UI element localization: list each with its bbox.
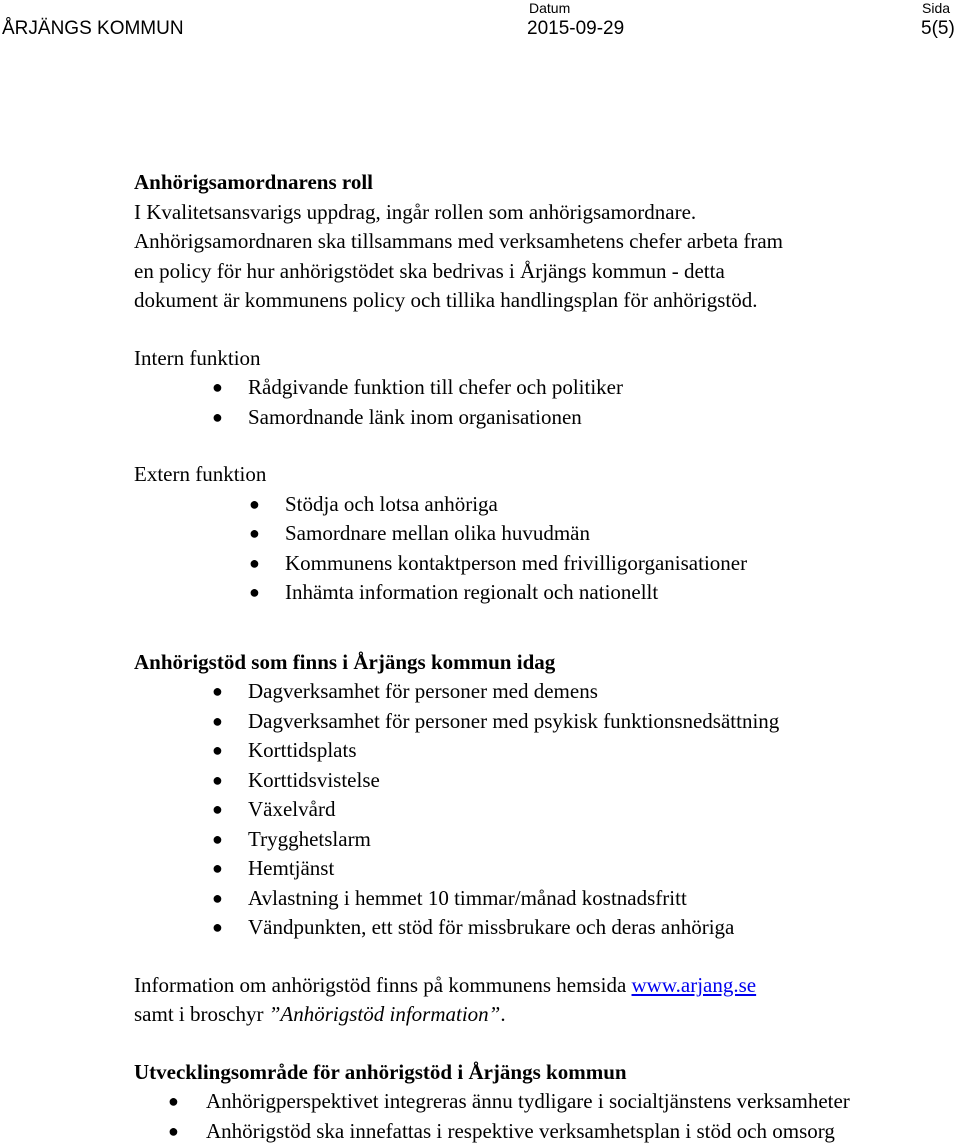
list-item: ● Inhämta information regionalt och nationellt <box>134 578 954 608</box>
list-item: ● Växelvård <box>134 795 954 825</box>
bullet-dot-icon: ● <box>168 1120 179 1141</box>
website-link[interactable]: www.arjang.se <box>631 972 757 997</box>
list-item: ● Anhörigstöd ska innefattas i respektive verksamhetsplan i stöd och omsorg <box>134 1117 954 1146</box>
info-text: Information om anhörigstöd finns på kommunens hemsida <box>134 972 632 997</box>
role-heading: Anhörigsamordnarens roll <box>134 170 373 194</box>
list-item: ● Hemtjänst <box>134 854 954 884</box>
bullet-dot-icon: ● <box>249 493 260 514</box>
internal-function-list <box>134 373 954 432</box>
list-item: ● Kommunens kontaktperson med frivilligorganisationer <box>134 549 954 579</box>
info-line <box>134 971 954 1001</box>
role-line: Anhörigsamordnaren ska tillsammans med verksamhetens chefer arbeta fram <box>134 229 784 253</box>
internal-function-label: Intern funktion <box>134 345 261 370</box>
list-item: ● Rådgivande funktion till chefer och politiker <box>134 373 954 403</box>
bullet-dot-icon: ● <box>212 917 223 937</box>
bullet-dot-icon: ● <box>212 406 223 427</box>
list-item: ● Korttidsplats <box>134 736 954 766</box>
external-function-list <box>134 490 954 608</box>
org-name: ÅRJÄNGS KOMMUN <box>2 18 184 39</box>
development-heading: Utvecklingsområde för anhörigstöd i Årjängs kommun <box>134 1059 627 1084</box>
list-item: ● Korttidsvistelse <box>134 766 954 796</box>
list-item: ● Trygghetslarm <box>134 825 954 855</box>
brochure-title: ”Anhörigstöd information” <box>268 1002 501 1026</box>
date-value: 2015-09-29 <box>527 18 625 39</box>
page-number: 5(5) <box>921 18 955 39</box>
page-label: Sida <box>922 0 951 16</box>
external-function-label: Extern funktion <box>134 462 267 486</box>
development-list <box>134 1087 954 1146</box>
info-text: samt i broschyr <box>134 1002 269 1026</box>
role-line: I Kvalitetsansvarigs uppdrag, ingår rollen som anhörigsamordnare. <box>134 199 697 224</box>
bullet-dot-icon: ● <box>212 740 223 760</box>
bullet-dot-icon: ● <box>212 799 223 819</box>
bullet-dot-icon: ● <box>212 769 223 790</box>
info-period: . <box>500 1002 506 1026</box>
bullet-dot-icon: ● <box>212 377 223 397</box>
date-label: Datum <box>529 0 571 16</box>
bullet-dot-icon: ● <box>249 582 260 602</box>
bullet-dot-icon: ● <box>168 1091 179 1111</box>
support-list <box>134 677 954 943</box>
bullet-dot-icon: ● <box>212 858 223 878</box>
list-item: ● Stödja och lotsa anhöriga <box>134 490 954 520</box>
list-item: ● Dagverksamhet för personer med demens <box>134 677 954 707</box>
list-item: ● Anhörigperspektivet integreras ännu tydligare i socialtjänstens verksamheter <box>134 1087 954 1117</box>
list-item: ● Samordnande länk inom organisationen <box>134 403 954 433</box>
bullet-dot-icon: ● <box>212 828 223 849</box>
list-item: ● Vändpunkten, ett stöd för missbrukare och deras anhöriga <box>134 913 954 943</box>
role-line: en policy för hur anhörigstödet ska bedrivas i Årjängs kommun - detta <box>134 258 725 283</box>
info-line <box>134 1000 954 1030</box>
bullet-dot-icon: ● <box>212 887 223 908</box>
bullet-dot-icon: ● <box>212 681 223 701</box>
bullet-dot-icon: ● <box>249 552 260 573</box>
role-line: dokument är kommunens policy och tillika handlingsplan för anhörigstöd. <box>134 288 758 312</box>
bullet-dot-icon: ● <box>212 710 223 731</box>
list-item: ● Avlastning i hemmet 10 timmar/månad kostnadsfritt <box>134 884 954 914</box>
bullet-dot-icon: ● <box>249 523 260 543</box>
document-body <box>134 168 954 1146</box>
support-heading: Anhörigstöd som finns i Årjängs kommun idag <box>134 649 556 674</box>
list-item: ● Dagverksamhet för personer med psykisk funktionsnedsättning <box>134 707 954 737</box>
list-item: ● Samordnare mellan olika huvudmän <box>134 519 954 549</box>
